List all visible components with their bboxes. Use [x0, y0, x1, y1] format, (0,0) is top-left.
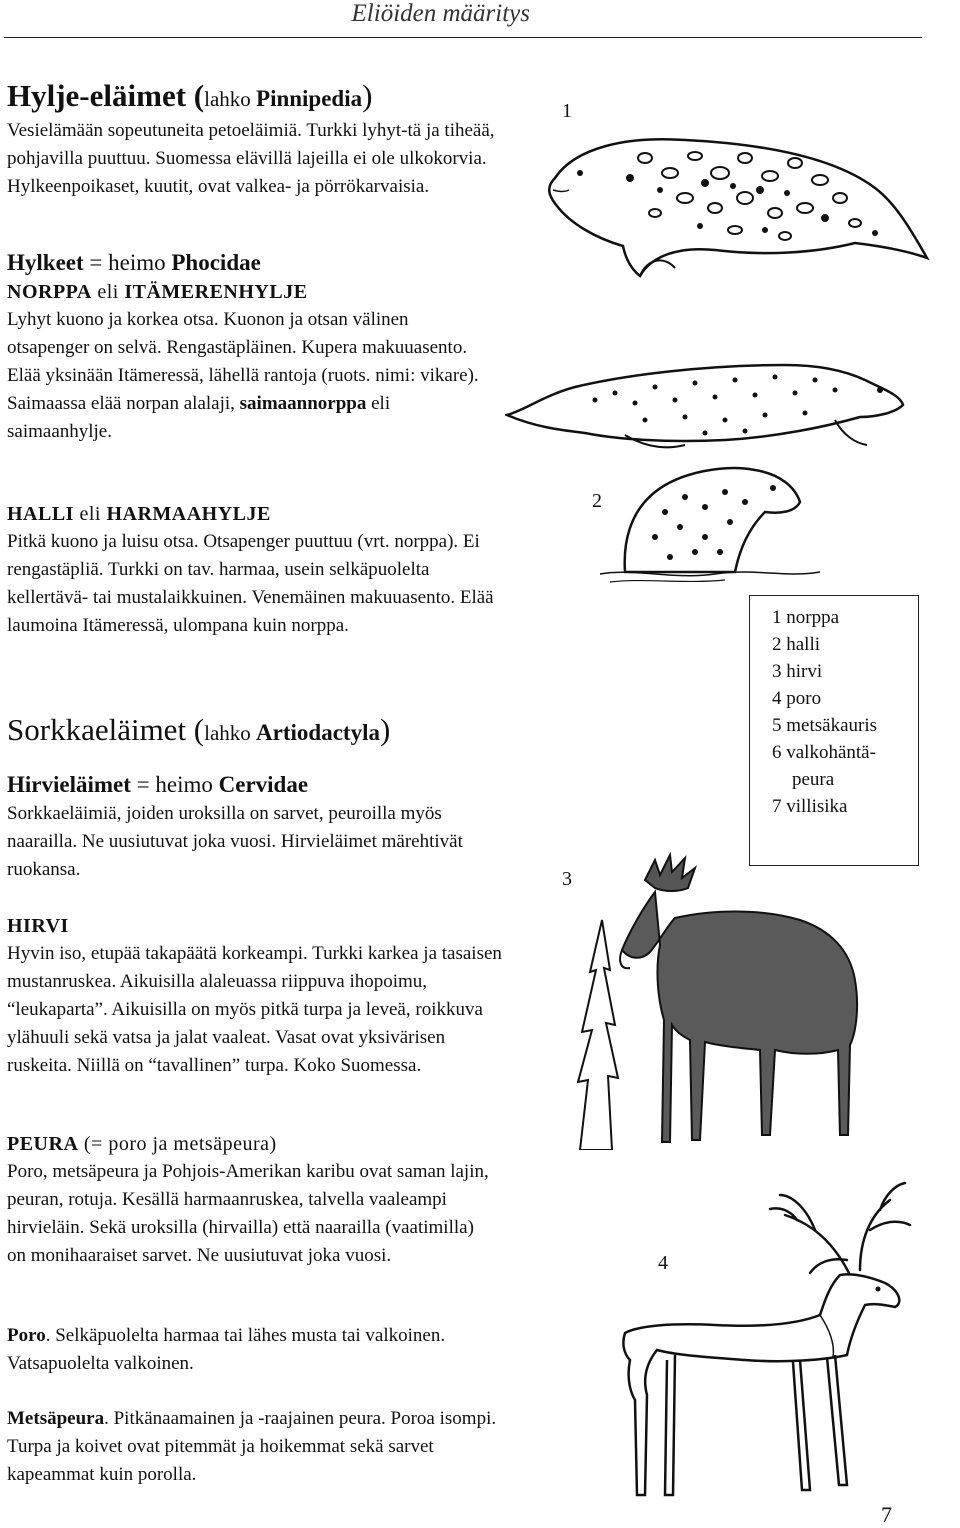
hylkeet-latin: Phocidae	[171, 250, 261, 275]
hylje-title-main: Hylje-eläimet (	[7, 78, 205, 113]
norppa-text	[7, 306, 487, 446]
hylje-intro: Vesielämään sopeutuneita petoeläimiä. Turkki lyhyt-tä ja tiheää, pohjavilla puuttuu. Suomessa elävillä lajeilla ei ole ulkokorvia. Hylkeenpoikaset, kuutit, ovat valkea- ja pörrökarvaisia.	[7, 120, 495, 197]
norppa-name: NORPPA	[7, 281, 92, 303]
hirvielaimet-heimo: = heimo	[130, 772, 219, 797]
hirvielaimet-text: Sorkkaeläimiä, joiden uroksilla on sarvet, peuroilla myös naarailla. Ne uusiutuvat joka vuosi. Hirvieläimet märehtivät ruokansa.	[7, 803, 463, 880]
section-hylkeet	[7, 248, 507, 446]
ringed-seal-illustration	[535, 118, 935, 290]
sorkka-title-main: Sorkkaeläimet (	[7, 712, 205, 747]
legend-item: 6 valkohäntä-	[772, 742, 876, 763]
section-poro	[7, 1322, 507, 1378]
hirvi-name: HIRVI	[7, 915, 69, 937]
sorkka-title-lahko: lahko	[204, 721, 257, 745]
reindeer-illustration	[585, 1165, 925, 1510]
halli-eli: eli	[73, 503, 107, 525]
norppa-alt-name: ITÄMERENHYLJE	[124, 281, 308, 303]
metsapeura-desc: . Pitkänaamainen ja -raajainen peura. Poroa isompi. Turpa ja koivet ovat pitemmät ja hoikemmat sekä sarvet kapeammat kuin porolla.	[7, 1408, 497, 1485]
poro-text	[7, 1322, 487, 1378]
hirvielaimet-heading	[7, 770, 507, 800]
hirvielaimet-name: Hirvieläimet	[7, 772, 131, 797]
hirvi-text: Hyvin iso, etupää takapäätä korkeampi. Turkki karkea ja tasaisen mustanruskea. Aikuisilla alaleuassa riippuva ihopoimu, “leukaparta”. Aikuisilla on myös pitkä turpa ja leveä, roikkuva ylähuuli sekä vatsa ja jalat vaaleat. Vasat ovat yksivärisen ruskeita. Niillä on “tavallinen” turpa. Koko Suomessa.	[7, 943, 502, 1076]
section-hylje	[7, 78, 507, 201]
halli-heading	[7, 500, 507, 528]
legend-item: 2 halli	[772, 634, 821, 655]
grey-seal-illustration	[505, 335, 905, 455]
grey-seal-head-illustration	[595, 452, 825, 584]
section-hirvi	[7, 912, 507, 1080]
species-legend	[749, 595, 919, 866]
norppa-text-end: eli saimaanhylje.	[7, 393, 391, 442]
halli-name: HALLI	[7, 503, 74, 525]
moose-illustration	[560, 850, 900, 1150]
page-number: 7	[881, 1502, 892, 1527]
sorkka-title-latin: Artiodactyla	[256, 720, 380, 745]
legend-item: 1 norppa	[772, 607, 840, 628]
hylje-title-lahko: lahko	[204, 87, 257, 111]
legend-item: 4 poro	[772, 688, 822, 709]
hirvielaimet-latin: Cervidae	[218, 772, 309, 797]
hylje-title-close: )	[362, 78, 373, 113]
figure-number-1: 1	[562, 100, 572, 122]
peura-name: PEURA	[7, 1133, 79, 1155]
figure-number-2: 2	[592, 490, 602, 512]
norppa-text-main: Lyhyt kuono ja korkea otsa. Kuonon ja otsan välinen otsapenger on selvä. Rengastäpläinen. Kupera makuuasento. Elää yksinään Itämeressä, lähellä rantoja (ruots. nimi: vikare). Saimaassa elää norpan alalaji,	[7, 309, 479, 414]
figure-number-3: 3	[562, 868, 572, 890]
metsapeura-text	[7, 1405, 497, 1489]
halli-alt-name: HARMAAHYLJE	[106, 503, 271, 525]
header-rule	[4, 37, 922, 38]
section-halli	[7, 500, 507, 640]
hylkeet-name: Hylkeet	[7, 250, 84, 275]
poro-desc: . Selkäpuolelta harmaa tai lähes musta tai valkoinen. Vatsapuolelta valkoinen.	[7, 1325, 446, 1374]
norppa-heading	[7, 278, 507, 306]
sorkka-title-close: )	[379, 712, 391, 747]
hylje-title-latin: Pinnipedia	[256, 86, 363, 111]
legend-item: 7 villisika	[772, 796, 848, 817]
hylkeet-heimo: = heimo	[83, 250, 172, 275]
hylje-title	[7, 78, 507, 117]
legend-item: 5 metsäkauris	[772, 715, 878, 736]
halli-text: Pitkä kuono ja luisu otsa. Otsapenger puuttuu (vrt. norppa). Ei rengastäpliä. Turkki on tav. harmaa, usein selkäpuolelta kellertävä- tai mustalaikkuinen. Venemäinen makuuasento. Elää laumoina Itämeressä, ulompana kuin norppa.	[7, 531, 494, 636]
peura-heading	[7, 1130, 507, 1158]
figure-number-4: 4	[658, 1252, 668, 1274]
section-sorkka	[7, 712, 507, 751]
running-title: Eliöiden määritys	[351, 0, 530, 27]
metsapeura-name: Metsäpeura	[7, 1408, 105, 1429]
section-hirvielaimet	[7, 770, 507, 884]
legend-item: peura	[792, 769, 835, 790]
peura-text: Poro, metsäpeura ja Pohjois-Amerikan karibu ovat saman lajin, peuran, rotuja. Kesällä harmaanruskea, talvella vaaleampi hirvieläin. Sekä uroksilla (hirvailla) että naarailla (vaatimilla) on monihaaraiset sarvet. Ne uusiutuvat joka vuosi.	[7, 1161, 489, 1266]
norppa-eli: eli	[91, 281, 125, 303]
section-metsapeura	[7, 1405, 507, 1489]
peura-paren: (= poro ja metsäpeura)	[78, 1133, 277, 1155]
poro-name: Poro	[7, 1325, 46, 1346]
legend-item: 3 hirvi	[772, 661, 823, 682]
hylkeet-heading	[7, 248, 507, 278]
hirvi-heading	[7, 912, 507, 940]
sorkka-title	[7, 712, 507, 751]
norppa-subspecies: saimaannorppa	[239, 393, 367, 414]
section-peura	[7, 1130, 507, 1270]
